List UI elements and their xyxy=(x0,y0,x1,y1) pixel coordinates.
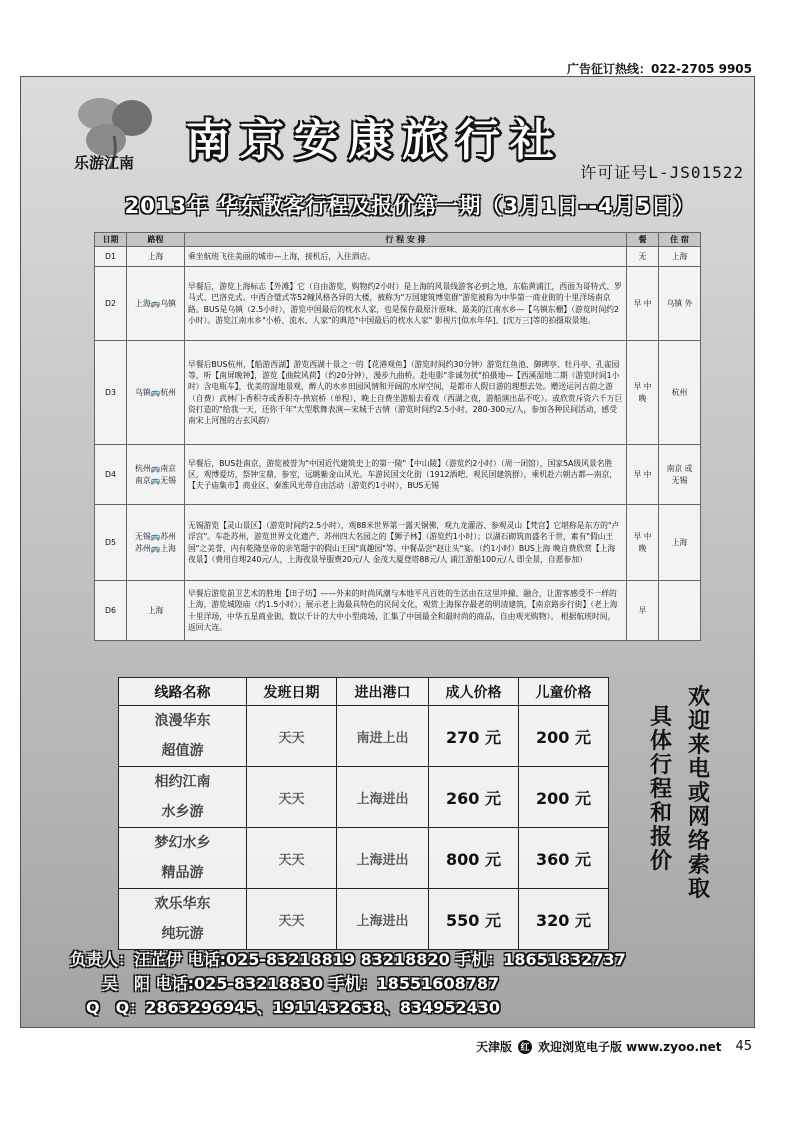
departure-cell: 天天 xyxy=(247,889,337,950)
header-adult-price: 成人价格 xyxy=(429,678,519,706)
departure-cell: 天天 xyxy=(247,767,337,828)
departure-cell: 天天 xyxy=(247,828,337,889)
contact-block xyxy=(70,947,626,1019)
contact-line-second: 吴 阳 电话:025-83218830 手机：18551608787 xyxy=(70,974,500,993)
table-row xyxy=(119,706,609,767)
departure-cell: 天天 xyxy=(247,706,337,767)
header-departure: 发班日期 xyxy=(247,678,337,706)
schedule-cell: 早餐后游览前卫艺术的胜地【田子坊】——外来的时尚风潮与本地平凡百姓的生活由在这里冲撞、融合，让游客感受不一样的上海，游览城隍庙（约1.5小时）；展示老上海最具特色的民间文化，观赏上海保存最老的明清建筑，【南京路步行街】（老上海十里洋场，中华五星商业街，数以千计的大中小型商场，汇集了中国最全和最时尚的商品，自由观光购物）。 根据航班时间，返回大连。 xyxy=(185,581,627,641)
route-cell: 杭州🚌南京 南京🚌无锡 xyxy=(127,445,185,505)
route-name-cell xyxy=(119,828,247,889)
meal-cell: 无 xyxy=(627,247,659,267)
adult-price-cell: 260 元 xyxy=(429,767,519,828)
table-row xyxy=(95,505,701,581)
day-cell: D2 xyxy=(95,267,127,341)
route-name-line1: 梦幻水乡 xyxy=(154,835,211,851)
day-cell: D6 xyxy=(95,581,127,641)
adult-price-cell: 550 元 xyxy=(429,889,519,950)
route-name-cell xyxy=(119,706,247,767)
red-seal-icon: 红 xyxy=(518,1040,532,1054)
vertical-slogan-itinerary: 具体行程和报价 xyxy=(649,705,672,874)
route-name-line2: 水乡游 xyxy=(161,804,204,820)
route-name-line2: 超值游 xyxy=(161,743,204,759)
table-row xyxy=(119,889,609,950)
adult-price-cell: 270 元 xyxy=(429,706,519,767)
table-row xyxy=(95,247,701,267)
port-cell: 上海进出 xyxy=(337,828,429,889)
route-name-line1: 欢乐华东 xyxy=(154,896,211,912)
schedule-cell: 乘坐航班飞往美丽的城市—上海，接机后，入住酒店。 xyxy=(185,247,627,267)
stay-cell: 杭州 xyxy=(659,341,701,445)
header-port: 进出港口 xyxy=(337,678,429,706)
meal-cell: 早 中 xyxy=(627,267,659,341)
license-number: 许可证号L-JS01522 xyxy=(580,163,744,182)
table-row xyxy=(95,581,701,641)
route-name-line2: 精品游 xyxy=(161,865,204,881)
schedule-cell: 无锡游览【灵山景区】（游览时间约2.5小时），观88米世界第一露天铜佛，观九龙灌浴、参观灵山【梵宫】它堪称是东方的"卢浮宫"。车赴苏州，游览世界文化遗产、苏州四大名园之的【狮子林】（游览约1小时）；以湖石砌筑而盛名于世，素有"假山王国"之美誉，内有乾隆皇帝的亲笔题字的假山王国"真趣园"等。中餐品尝"赵让头"宴。（约1小时）BUS上海 晚自费欣赏【上海夜景】（费用自理240元/人，上海夜景导服费20元/人 金茂大厦登塔88元/人 浦江游船100元/人 即全景，自愿参加） xyxy=(185,505,627,581)
schedule-cell: 早餐后，BUS赴南京，游览被誉为"中国近代建筑史上的第一陵"【中山陵】（游览约2小时）（周一闭馆），国家5A级风景名胜区，观博爱坊，祭钟宝鼎，参室，远眺紫金山风光。车游民国文化街（1912酒吧、观民国建筑群），乘机赴六朝古都—南京，【夫子庙集市】商业区、秦淮风光带自由活动（游览约1小时），BUS无锡 xyxy=(185,445,627,505)
table-row xyxy=(95,267,701,341)
stay-cell: 乌镇 外 xyxy=(659,267,701,341)
browse-link[interactable]: 欢迎浏览电子版 www.zyoo.net xyxy=(537,1040,722,1054)
route-cell: 乌镇🚌杭州 xyxy=(127,341,185,445)
edition-label: 天津版 xyxy=(475,1040,512,1054)
route-name-cell xyxy=(119,889,247,950)
stay-cell: 上海 xyxy=(659,247,701,267)
route-cell: 上海 xyxy=(127,581,185,641)
child-price-cell: 360 元 xyxy=(519,828,609,889)
child-price-cell: 200 元 xyxy=(519,706,609,767)
header-stay: 住 宿 xyxy=(659,233,701,247)
header-meal: 餐 xyxy=(627,233,659,247)
port-cell: 上海进出 xyxy=(337,767,429,828)
stay-cell: 南京 或 无锡 xyxy=(659,445,701,505)
header-day: 日期 xyxy=(95,233,127,247)
header-child-price: 儿童价格 xyxy=(519,678,609,706)
page-footer xyxy=(476,1038,752,1055)
route-cell: 上海 xyxy=(127,247,185,267)
meal-cell: 早 中 xyxy=(627,445,659,505)
route-name-line2: 纯玩游 xyxy=(161,926,204,942)
adult-price-cell: 800 元 xyxy=(429,828,519,889)
agency-name: 南京安康旅行社 xyxy=(186,115,564,166)
table-row xyxy=(119,767,609,828)
day-cell: D1 xyxy=(95,247,127,267)
day-cell: D4 xyxy=(95,445,127,505)
meal-cell: 早 中 晚 xyxy=(627,505,659,581)
header-schedule: 行 程 安 排 xyxy=(185,233,627,247)
port-cell: 南进上出 xyxy=(337,706,429,767)
page-number: 45 xyxy=(735,1039,752,1054)
itinerary-header-row xyxy=(95,233,701,247)
table-row xyxy=(95,341,701,445)
route-name-line1: 相约江南 xyxy=(154,774,211,790)
headline: 2013年 华东散客行程及报价第一期（3月1日--4月5日） xyxy=(124,194,696,218)
table-row xyxy=(95,445,701,505)
stay-cell: 上海 xyxy=(659,505,701,581)
route-name-line1: 浪漫华东 xyxy=(154,713,211,729)
port-cell: 上海进出 xyxy=(337,889,429,950)
meal-cell: 早 xyxy=(627,581,659,641)
table-row xyxy=(119,828,609,889)
price-table xyxy=(118,677,609,950)
child-price-cell: 200 元 xyxy=(519,767,609,828)
route-cell: 无锡🚌苏州 苏州🚌上海 xyxy=(127,505,185,581)
day-cell: D5 xyxy=(95,505,127,581)
contact-line-qq: Q Q：2863296945、1911432638、834952430 xyxy=(70,998,501,1017)
logo-text: 乐游江南 xyxy=(74,154,135,172)
vertical-slogan-request: 欢迎来电或网络索取 xyxy=(687,685,710,902)
stay-cell xyxy=(659,581,701,641)
price-header-row xyxy=(119,678,609,706)
child-price-cell: 320 元 xyxy=(519,889,609,950)
itinerary-table xyxy=(94,232,701,641)
schedule-cell: 早餐后，游览上海标志【外滩】它（自由游览，购物约2小时）是上海的风景线游客必到之地，东临黄浦江，西面为哥特式、罗马式、巴洛克式、中西合璧式等52幢风格各异的大楼，被称为"万国建筑博览群"游览被称为中华第一商业街的十里洋场南京路。BUS是乌镇（2.5小时），游览中国最后的枕水人家，也是保存最原汁原味、最美的江南水乡—【乌镇东栅】（游览时间约2小时）。游览江南水乡"小桥、流水、人家"的典范"中国最后的枕水人家" 影视片[似水年华]、[沈万三]等的拍摄取景地。 xyxy=(185,267,627,341)
schedule-cell: 早餐后BUS杭州，【船游西湖】游览西湖十景之一的【花港观鱼】（游览时间约30分钟）游览红鱼池、御碑亭、牡丹亭、孔雀园等，听【南屏晚钟】，游览【曲院风荷】（约20分钟），漫步九曲桥。赴电影"非诚勿扰"拍摄地—【西溪湿地二期（游览时间1小时）含电瓶车】，优美的湿地景观，醉人的水乡田园风情和开阔的水岸空间，是都市人假日游的理想去处。赠送运河古韵之游（自费）武林门-香积寺或香积寺-拱宸桥（单程），晚上自费坐游船去看戏（西湖之夜，游船演出品不吃）。或欣赏斥资六千万巨资打造的"给我一天，还你千年"大型歌舞表演—宋城千古情（游览时间约2.5小时，280-300元/人，参加各种民间活动，感受南宋上河图的古玄风韵） xyxy=(185,341,627,445)
route-name-cell xyxy=(119,767,247,828)
meal-cell: 早 中 晚 xyxy=(627,341,659,445)
ad-hotline: 广告征订热线：022-2705 9905 xyxy=(566,62,752,76)
route-cell: 上海🚌乌镇 xyxy=(127,267,185,341)
contact-line-manager: 负责人：汪芷伊 电话:025-83218819 83218820 手机：18651832737 xyxy=(70,950,626,969)
day-cell: D3 xyxy=(95,341,127,445)
header-route-name: 线路名称 xyxy=(119,678,247,706)
header-route: 路程 xyxy=(127,233,185,247)
